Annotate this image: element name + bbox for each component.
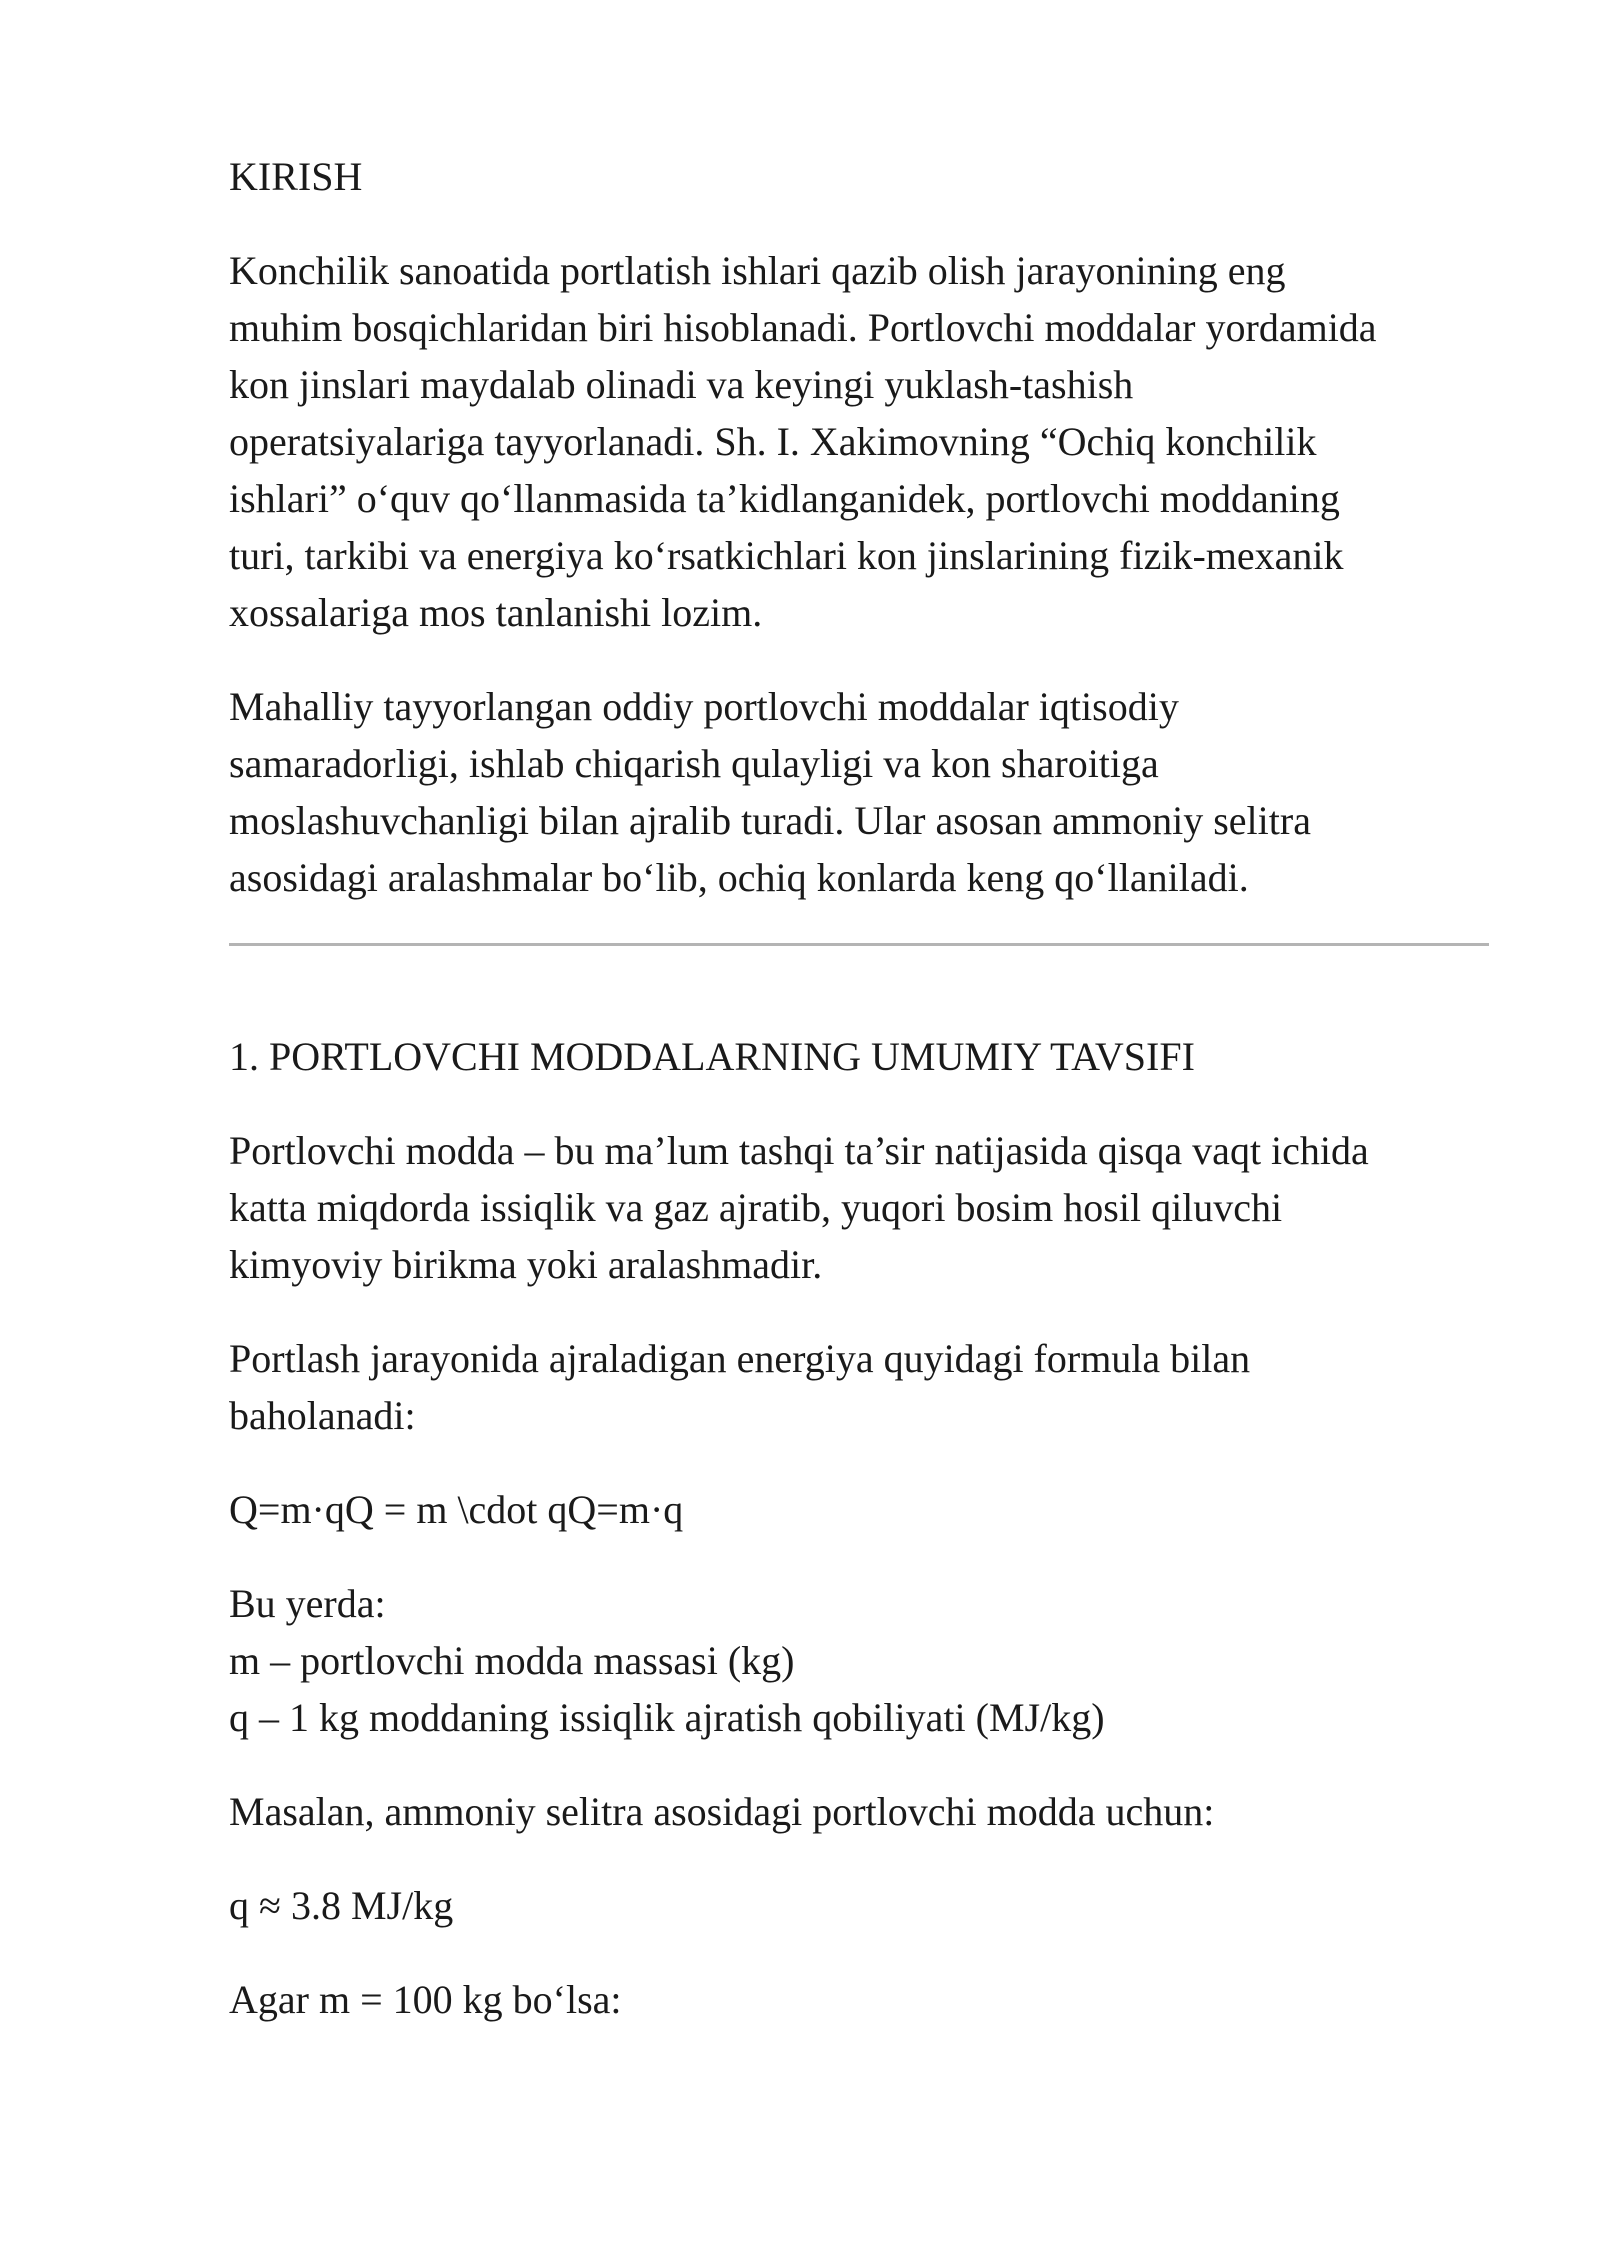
text-line: kimyoviy birikma yoki aralashmadir.: [229, 1242, 823, 1287]
formula: Q=m·qQ = m \cdot qQ=m·q: [229, 1487, 684, 1532]
text-line: q – 1 kg moddaning issiqlik ajratish qobiliyati (MJ/kg): [229, 1695, 1105, 1740]
text-line: m – portlovchi modda massasi (kg): [229, 1638, 795, 1683]
text-line: moslashuvchanligi bilan ajralib turadi. Ular asosan ammoniy selitra: [229, 798, 1311, 843]
text-line: Konchilik sanoatida portlatish ishlari qazib olish jarayonining eng: [229, 248, 1286, 293]
text-line: asosidagi aralashmalar bo‘lib, ochiq konlarda keng qo‘llaniladi.: [229, 855, 1249, 900]
text-line: operatsiyalariga tayyorlanadi. Sh. I. Xakimovning “Ochiq konchilik: [229, 419, 1317, 464]
where-paragraph: [229, 1575, 1489, 1746]
text-line: Bu yerda:: [229, 1581, 386, 1626]
intro-heading: KIRISH: [229, 154, 363, 199]
text-line: samaradorligi, ishlab chiqarish qulayligi va kon sharoitiga: [229, 741, 1159, 786]
text-line: baholanadi:: [229, 1393, 416, 1438]
text-line: Portlovchi modda – bu ma’lum tashqi ta’sir natijasida qisqa vaqt ichida: [229, 1128, 1369, 1173]
section-1: [229, 1028, 1489, 2028]
mass-condition: Agar m = 100 kg bo‘lsa:: [229, 1977, 622, 2022]
text-line: ishlari” o‘quv qo‘llanmasida ta’kidlanganidek, portlovchi moddaning: [229, 476, 1340, 521]
text-line: turi, tarkibi va energiya ko‘rsatkichlari kon jinslarining fizik-mexanik: [229, 533, 1344, 578]
definition-paragraph: [229, 1122, 1489, 1293]
document-page: [229, 148, 1489, 2065]
text-line: xossalariga mos tanlanishi lozim.: [229, 590, 763, 635]
text-line: Portlash jarayonida ajraladigan energiya quyidagi formula bilan: [229, 1336, 1251, 1381]
section-1-heading: 1. PORTLOVCHI MODDALARNING UMUMIY TAVSIFI: [229, 1034, 1195, 1079]
q-value: q ≈ 3.8 MJ/kg: [229, 1883, 454, 1928]
example-intro: Masalan, ammoniy selitra asosidagi portlovchi modda uchun:: [229, 1789, 1215, 1834]
energy-intro-paragraph: [229, 1330, 1489, 1444]
text-line: kon jinslari maydalab olinadi va keyingi yuklash-tashish: [229, 362, 1134, 407]
section-divider: [229, 943, 1489, 946]
text-line: Mahalliy tayyorlangan oddiy portlovchi moddalar iqtisodiy: [229, 684, 1179, 729]
text-line: muhim bosqichlaridan biri hisoblanadi. Portlovchi moddalar yordamida: [229, 305, 1377, 350]
text-line: katta miqdorda issiqlik va gaz ajratib, yuqori bosim hosil qiluvchi: [229, 1185, 1283, 1230]
intro-paragraph-2: [229, 678, 1489, 906]
intro-paragraph-1: [229, 242, 1489, 641]
